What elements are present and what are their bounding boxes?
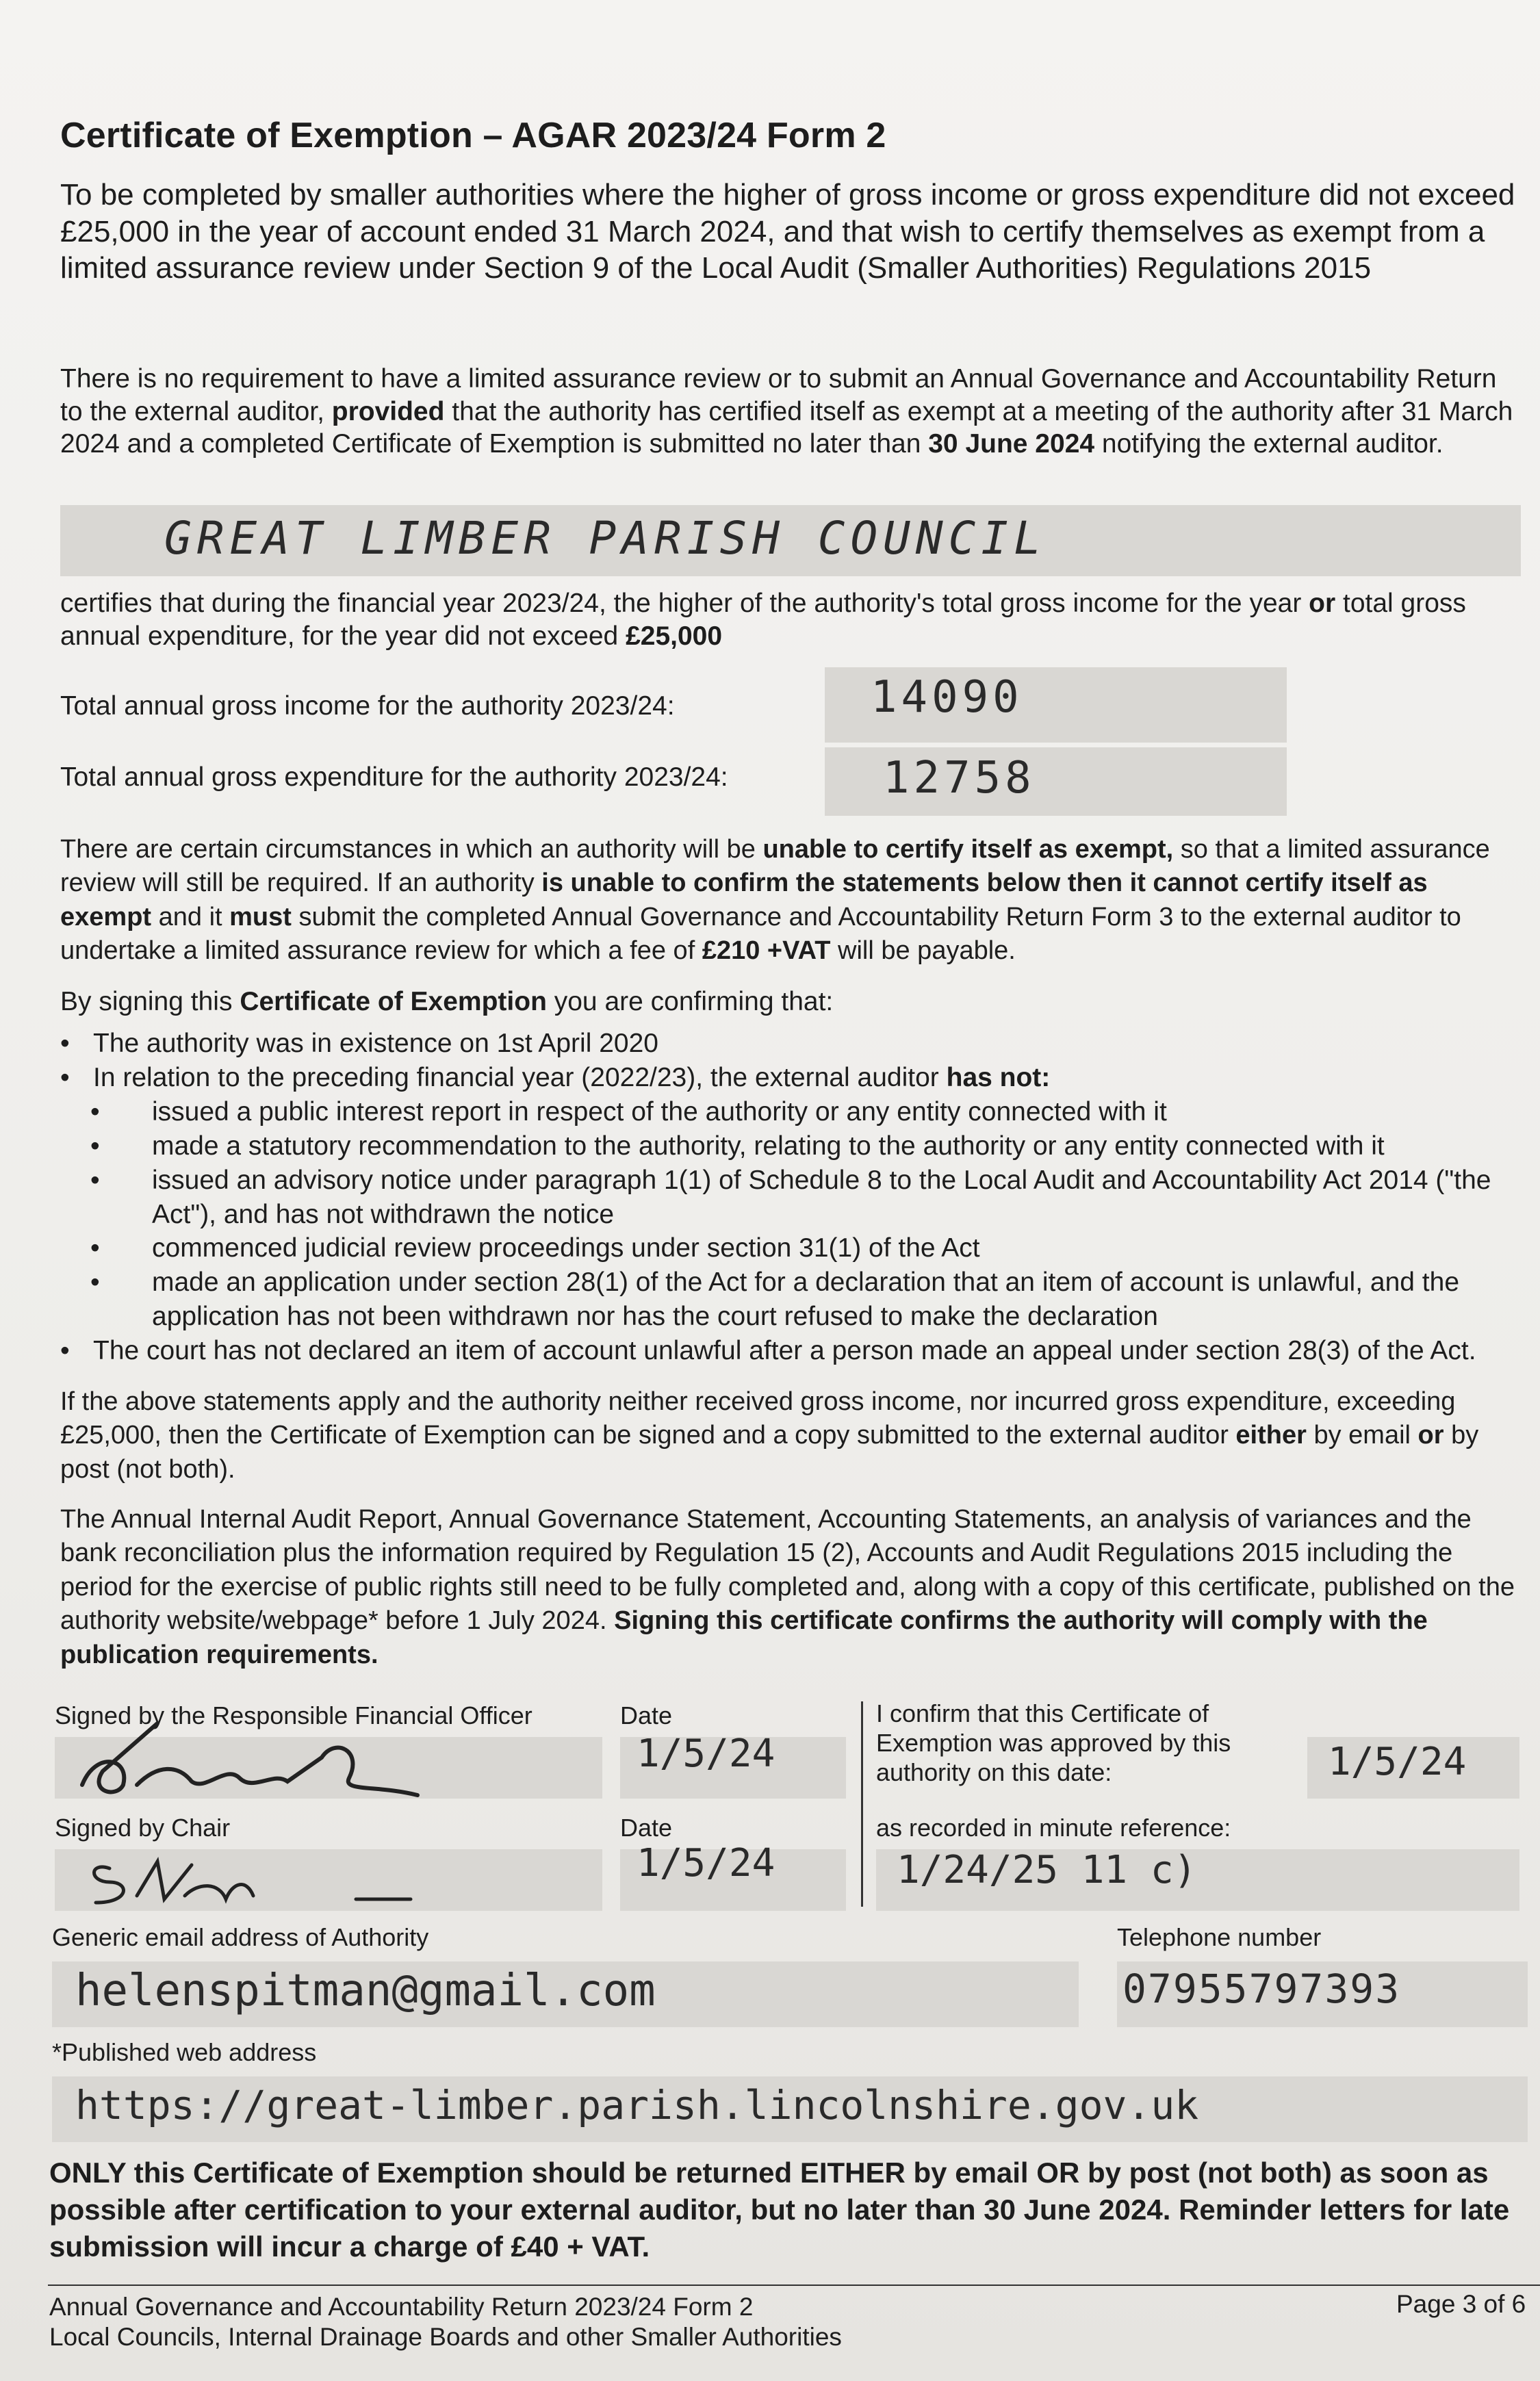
email-value: helenspitman@gmail.com: [75, 1966, 656, 2016]
web-label: *Published web address: [52, 2038, 317, 2066]
list-item: • commenced judicial review proceedings under section 31(1) of the Act: [60, 1231, 1525, 1265]
footer-divider: [48, 2285, 1540, 2286]
list-item: • In relation to the preceding financial year (2022/23), the external auditor has not:: [60, 1061, 1525, 1095]
signature-divider: [861, 1701, 863, 1907]
list-item: • The authority was in existence on 1st April 2020: [60, 1027, 1525, 1061]
page-number: Page 3 of 6: [1396, 2290, 1526, 2318]
email-label: Generic email address of Authority: [52, 1923, 429, 1951]
minute-value: 1/24/25 11 c): [897, 1848, 1197, 1892]
circumstances-paragraph: There are certain circumstances in which an authority will be unable to certify itself as exempt, so that a limited assurance review will still be required. If an authority is unable to confirm the statements below then it cannot certify itself as exempt and it must submit the completed Annual Governance and Accountability Return Form 3 to the external auditor to undertake a limited assurance review for which a fee of £210 +VAT will be payable.: [60, 835, 1490, 966]
list-item: • made a statutory recommendation to the authority, relating to the authority or any entity connected with it: [60, 1129, 1525, 1163]
footer-line1: Annual Governance and Accountability Return 2023/24 Form 2: [49, 2293, 754, 2321]
list-item: • issued an advisory notice under paragraph 1(1) of Schedule 8 to the Local Audit and Accountability Act 2014 ("the Act"), and has not withdrawn the notice: [60, 1163, 1525, 1232]
chair-signature-label: Signed by Chair: [55, 1814, 231, 1842]
phone-label: Telephone number: [1117, 1923, 1322, 1951]
publication-paragraph: The Annual Internal Audit Report, Annual Governance Statement, Accounting Statements, an analysis of variances and the bank reconciliation plus the information required by Regulation 15 (2), Accounts and Audit Regulations 2015 including the period for the exercise of public rights still need to be fully completed and, along with a copy of this certificate, published on the authority website/webpage* before 1 July 2024. Signing this certificate confirms the authority will comply with the publication requirements.: [60, 1505, 1515, 1669]
confirm-date-value: 1/5/24: [1328, 1740, 1467, 1784]
confirm-label: I confirm that this Certificate of Exemption was approved by this authority on this date:: [876, 1699, 1231, 1787]
phone-value: 07955797393: [1122, 1966, 1401, 2012]
footer-line2: Local Councils, Internal Drainage Boards and other Smaller Authorities: [49, 2323, 842, 2351]
web-value: https://great-limber.parish.lincolnshire.gov.uk: [75, 2082, 1199, 2128]
rfo-signature-label: Signed by the Responsible Financial Officer: [55, 1701, 532, 1729]
chair-date-value: 1/5/24: [637, 1841, 775, 1886]
statement-list: [60, 1027, 1525, 1368]
authority-name-value: GREAT LIMBER PARISH COUNCIL: [164, 512, 1047, 565]
rfo-signature-mark: [75, 1710, 431, 1805]
income-label: Total annual gross income for the authority 2023/24:: [60, 691, 675, 721]
minute-label: as recorded in minute reference:: [876, 1814, 1231, 1842]
list-item: • issued a public interest report in respect of the authority or any entity connected with it: [60, 1095, 1525, 1129]
closing-paragraph: ONLY this Certificate of Exemption should be returned EITHER by email OR by post (not both) as soon as possible after certification to your external auditor, but no later than 30 June 2024. Reminder letters for late submission will incur a charge of £40 + VAT.: [49, 2157, 1510, 2263]
chair-date-label: Date: [620, 1814, 673, 1842]
chair-signature-mark: [82, 1841, 438, 1916]
certifies-paragraph: certifies that during the financial year 2023/24, the higher of the authority's total gross income for the year or total gross annual expenditure, for the year did not exceed £25,000: [60, 589, 1466, 651]
apply-paragraph: If the above statements apply and the authority neither received gross income, nor incurred gross expenditure, exceeding £25,000, then the Certificate of Exemption can be signed and a copy submitted to the external auditor either by email or by post (not both).: [60, 1387, 1479, 1484]
requirement-paragraph: There is no requirement to have a limited assurance review or to submit an Annual Governance and Accountability Return to the external auditor, provided that the authority has certified itself as exempt at a meeting of the authority after 31 March 2024 and a completed Certificate of Exemption is submitted no later than 30 June 2024 notifying the external auditor.: [60, 364, 1513, 459]
expenditure-value: 12758: [883, 753, 1036, 803]
intro-paragraph: To be completed by smaller authorities where the higher of gross income or gross expenditure did not exceed £25,000 in the year of account ended 31 March 2024, and that wish to certify themselves as exempt from a limited assurance review under Section 9 of the Local Audit (Smaller Authorities) Regulations 2015: [60, 178, 1515, 285]
rfo-date-value: 1/5/24: [637, 1732, 775, 1776]
rfo-date-label: Date: [620, 1701, 673, 1729]
list-item: • The court has not declared an item of account unlawful after a person made an appeal under section 28(3) of the Act.: [60, 1334, 1525, 1368]
expenditure-label: Total annual gross expenditure for the authority 2023/24:: [60, 762, 728, 792]
list-item: • made an application under section 28(1) of the Act for a declaration that an item of account is unlawful, and the application has not been withdrawn nor has the court refused to make the declaration: [60, 1265, 1525, 1334]
income-value: 14090: [871, 672, 1023, 723]
page-title: Certificate of Exemption – AGAR 2023/24 Form 2: [60, 116, 886, 155]
confirming-paragraph: By signing this Certificate of Exemption you are confirming that:: [60, 987, 834, 1016]
